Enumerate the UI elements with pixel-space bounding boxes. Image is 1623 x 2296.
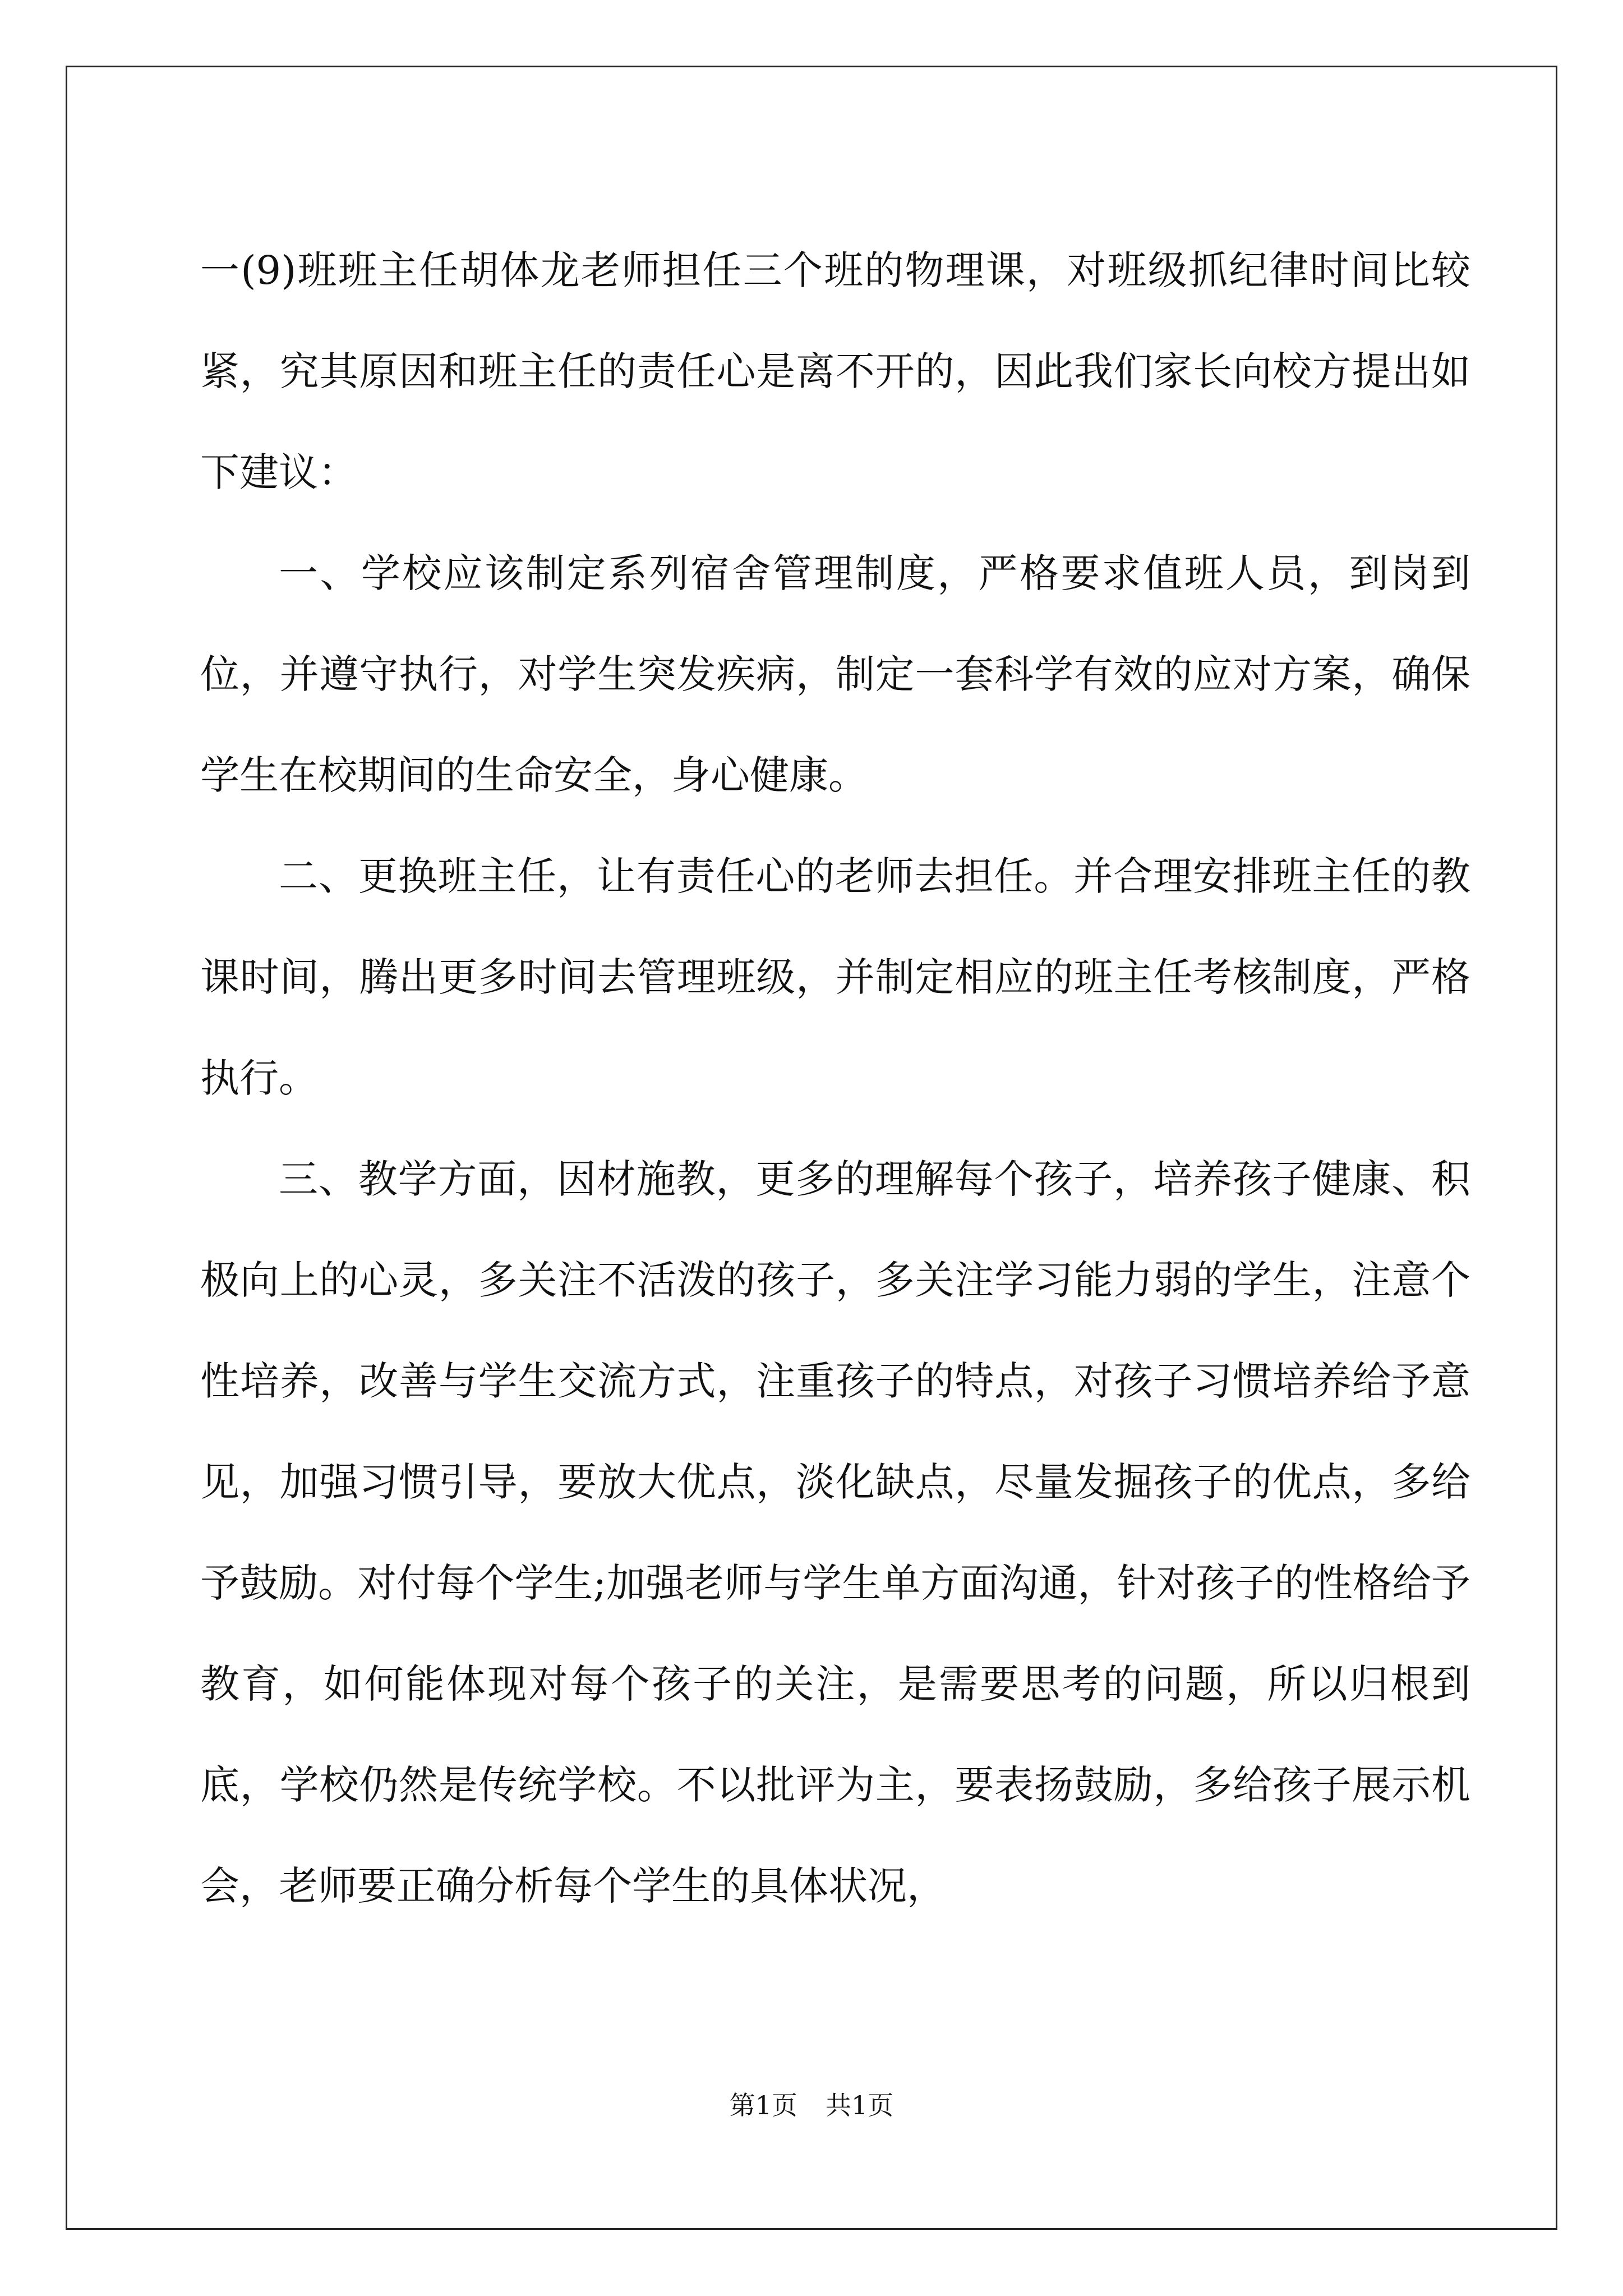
page-total: 共1页 [826,2090,894,2120]
paragraph-suggestion-1: 一、学校应该制定系列宿舍管理制度，严格要求值班人员，到岗到位，并遵守执行，对学生突发疾病，制定一套科学有效的应对方案，确保学生在校期间的生命安全，身心健康。 [200,550,1470,798]
page-number: 第1页 [729,2090,797,2120]
paragraph-suggestion-3: 三、教学方面，因材施教，更多的理解每个孩子，培养孩子健康、积极向上的心灵，多关注不活泼的孩子，多关注学习能力弱的学生，注意个性培养，改善与学生交流方式，注重孩子的特点，对孩子习惯培养给予意见，加强习惯引导，要放大优点，淡化缺点，尽量发掘孩子的优点，多给予鼓励。对付每个学生;加强老师与学生单方面沟通，针对孩子的性格给予教育，如何能体现对每个孩子的关注，是需要思考的问题，所以归根到底，学校仍然是传统学校。不以批评为主，要表扬鼓励，多给孩子展示机会，老师要正确分析每个学生的具体状况， [200,1156,1470,1909]
document-body [200,220,1470,1936]
paragraph-suggestion-2: 二、更换班主任，让有责任心的老师去担任。并合理安排班主任的教课时间，腾出更多时间去管理班级，并制定相应的班主任考核制度，严格执行。 [200,853,1470,1101]
page-footer [0,2088,1623,2122]
paragraph-intro: 一(9)班班主任胡体龙老师担任三个班的物理课，对班级抓纪律时间比较紧，究其原因和班主任的责任心是离不开的，因此我们家长向校方提出如下建议： [200,247,1470,495]
